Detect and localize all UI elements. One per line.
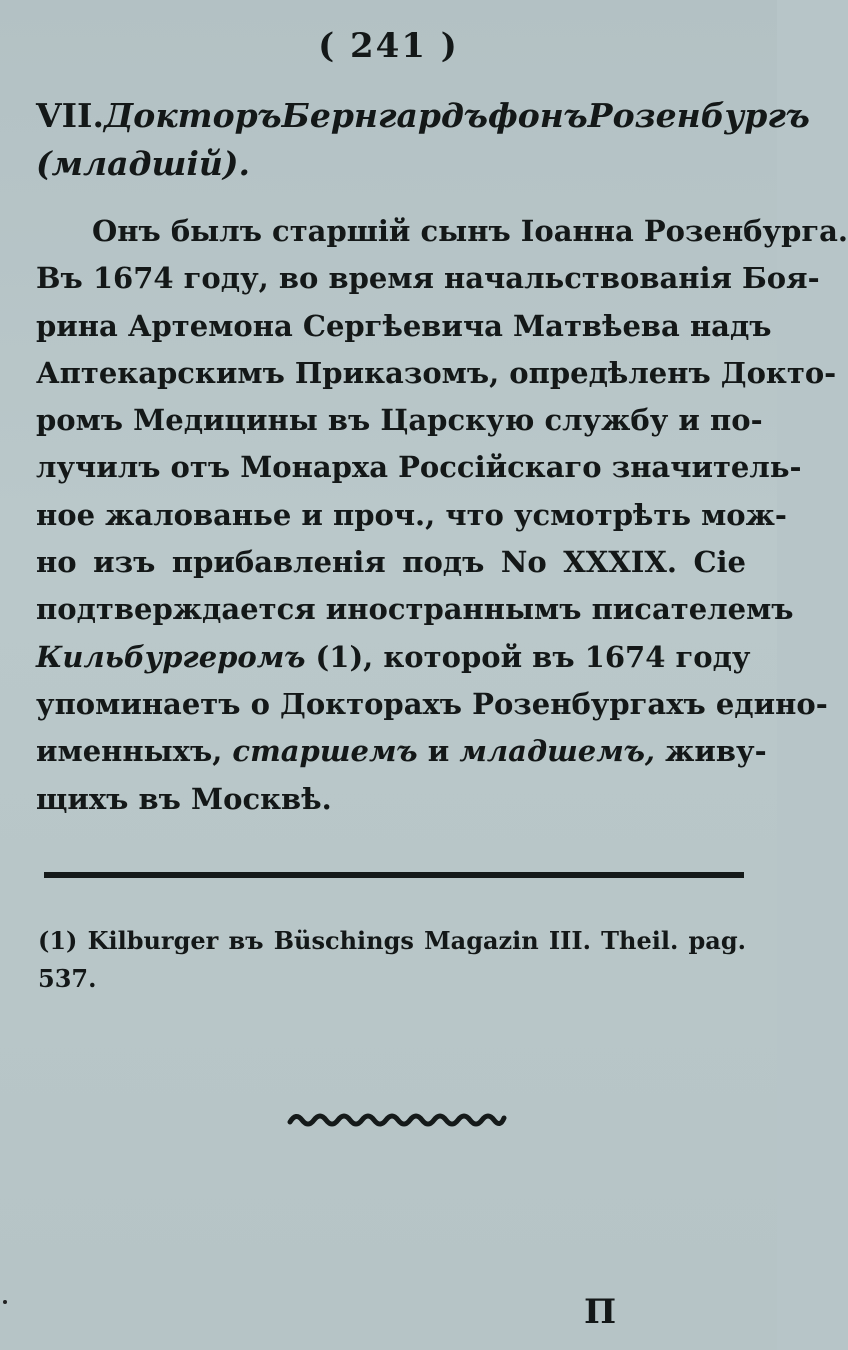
body-italic-word: младшемъ, (459, 734, 655, 769)
body-word: именныхъ, (36, 734, 223, 769)
heading-line-2: (младшій). (36, 144, 251, 183)
footnote-divider (44, 872, 744, 878)
heading-word-bernhard: Бернгардъ (281, 96, 488, 135)
page-number: ( 241 ) (318, 26, 459, 66)
wavy-ornament (288, 1108, 506, 1132)
footnote-line: 537. (38, 964, 97, 993)
body-line: лучилъ отъ Монарха Россійскаго значитель- (36, 450, 802, 485)
section-heading (36, 92, 810, 188)
body-line: Въ 1674 году, во время начальствованія Боя- (36, 261, 820, 296)
body-italic-word: старшемъ (232, 734, 418, 769)
body-line: ромъ Медицины въ Царскую службу и по- (36, 403, 763, 438)
body-line: рина Артемона Сергѣевича Матвѣева надъ (36, 308, 772, 343)
footnote-line: (1) Kilburger въ Büschings Magazin III. Theil. pag. (38, 926, 746, 955)
footnote (38, 922, 746, 998)
signature-mark: П (584, 1292, 617, 1332)
body-word: живу- (665, 734, 767, 769)
body-line: ное жалованье и проч., что усмотрѣть мож- (36, 497, 787, 532)
heading-numeral: VII. (36, 96, 104, 135)
body-word: и (427, 734, 450, 769)
heading-word-von: фонъ (487, 96, 588, 135)
body-line (36, 728, 767, 775)
body-paragraph (36, 208, 848, 823)
body-line: щихъ въ Москвѣ. (36, 781, 332, 816)
body-line (36, 634, 751, 681)
body-line-rest: (1), которой въ 1674 году (315, 639, 751, 674)
body-line: Аптекарскимъ Приказомъ, опредѣленъ Докто- (36, 355, 837, 390)
heading-word-rosenburg: Розенбургъ (587, 96, 810, 135)
body-line: подтверждается иностраннымъ писателемъ (36, 592, 794, 627)
heading-word-doctor: Докторъ (103, 96, 282, 135)
heading-line-1 (36, 92, 810, 140)
ink-speck (3, 1300, 7, 1304)
body-italic-name: Кильбургеромъ (36, 639, 306, 674)
body-line: упоминаетъ о Докторахъ Розенбургахъ едино- (36, 686, 828, 721)
body-line: Онъ былъ старшій сынъ Іоанна Розенбурга. (92, 214, 848, 248)
body-line: но изъ прибавленія подъ No XXXIX. Сіе (36, 545, 746, 580)
